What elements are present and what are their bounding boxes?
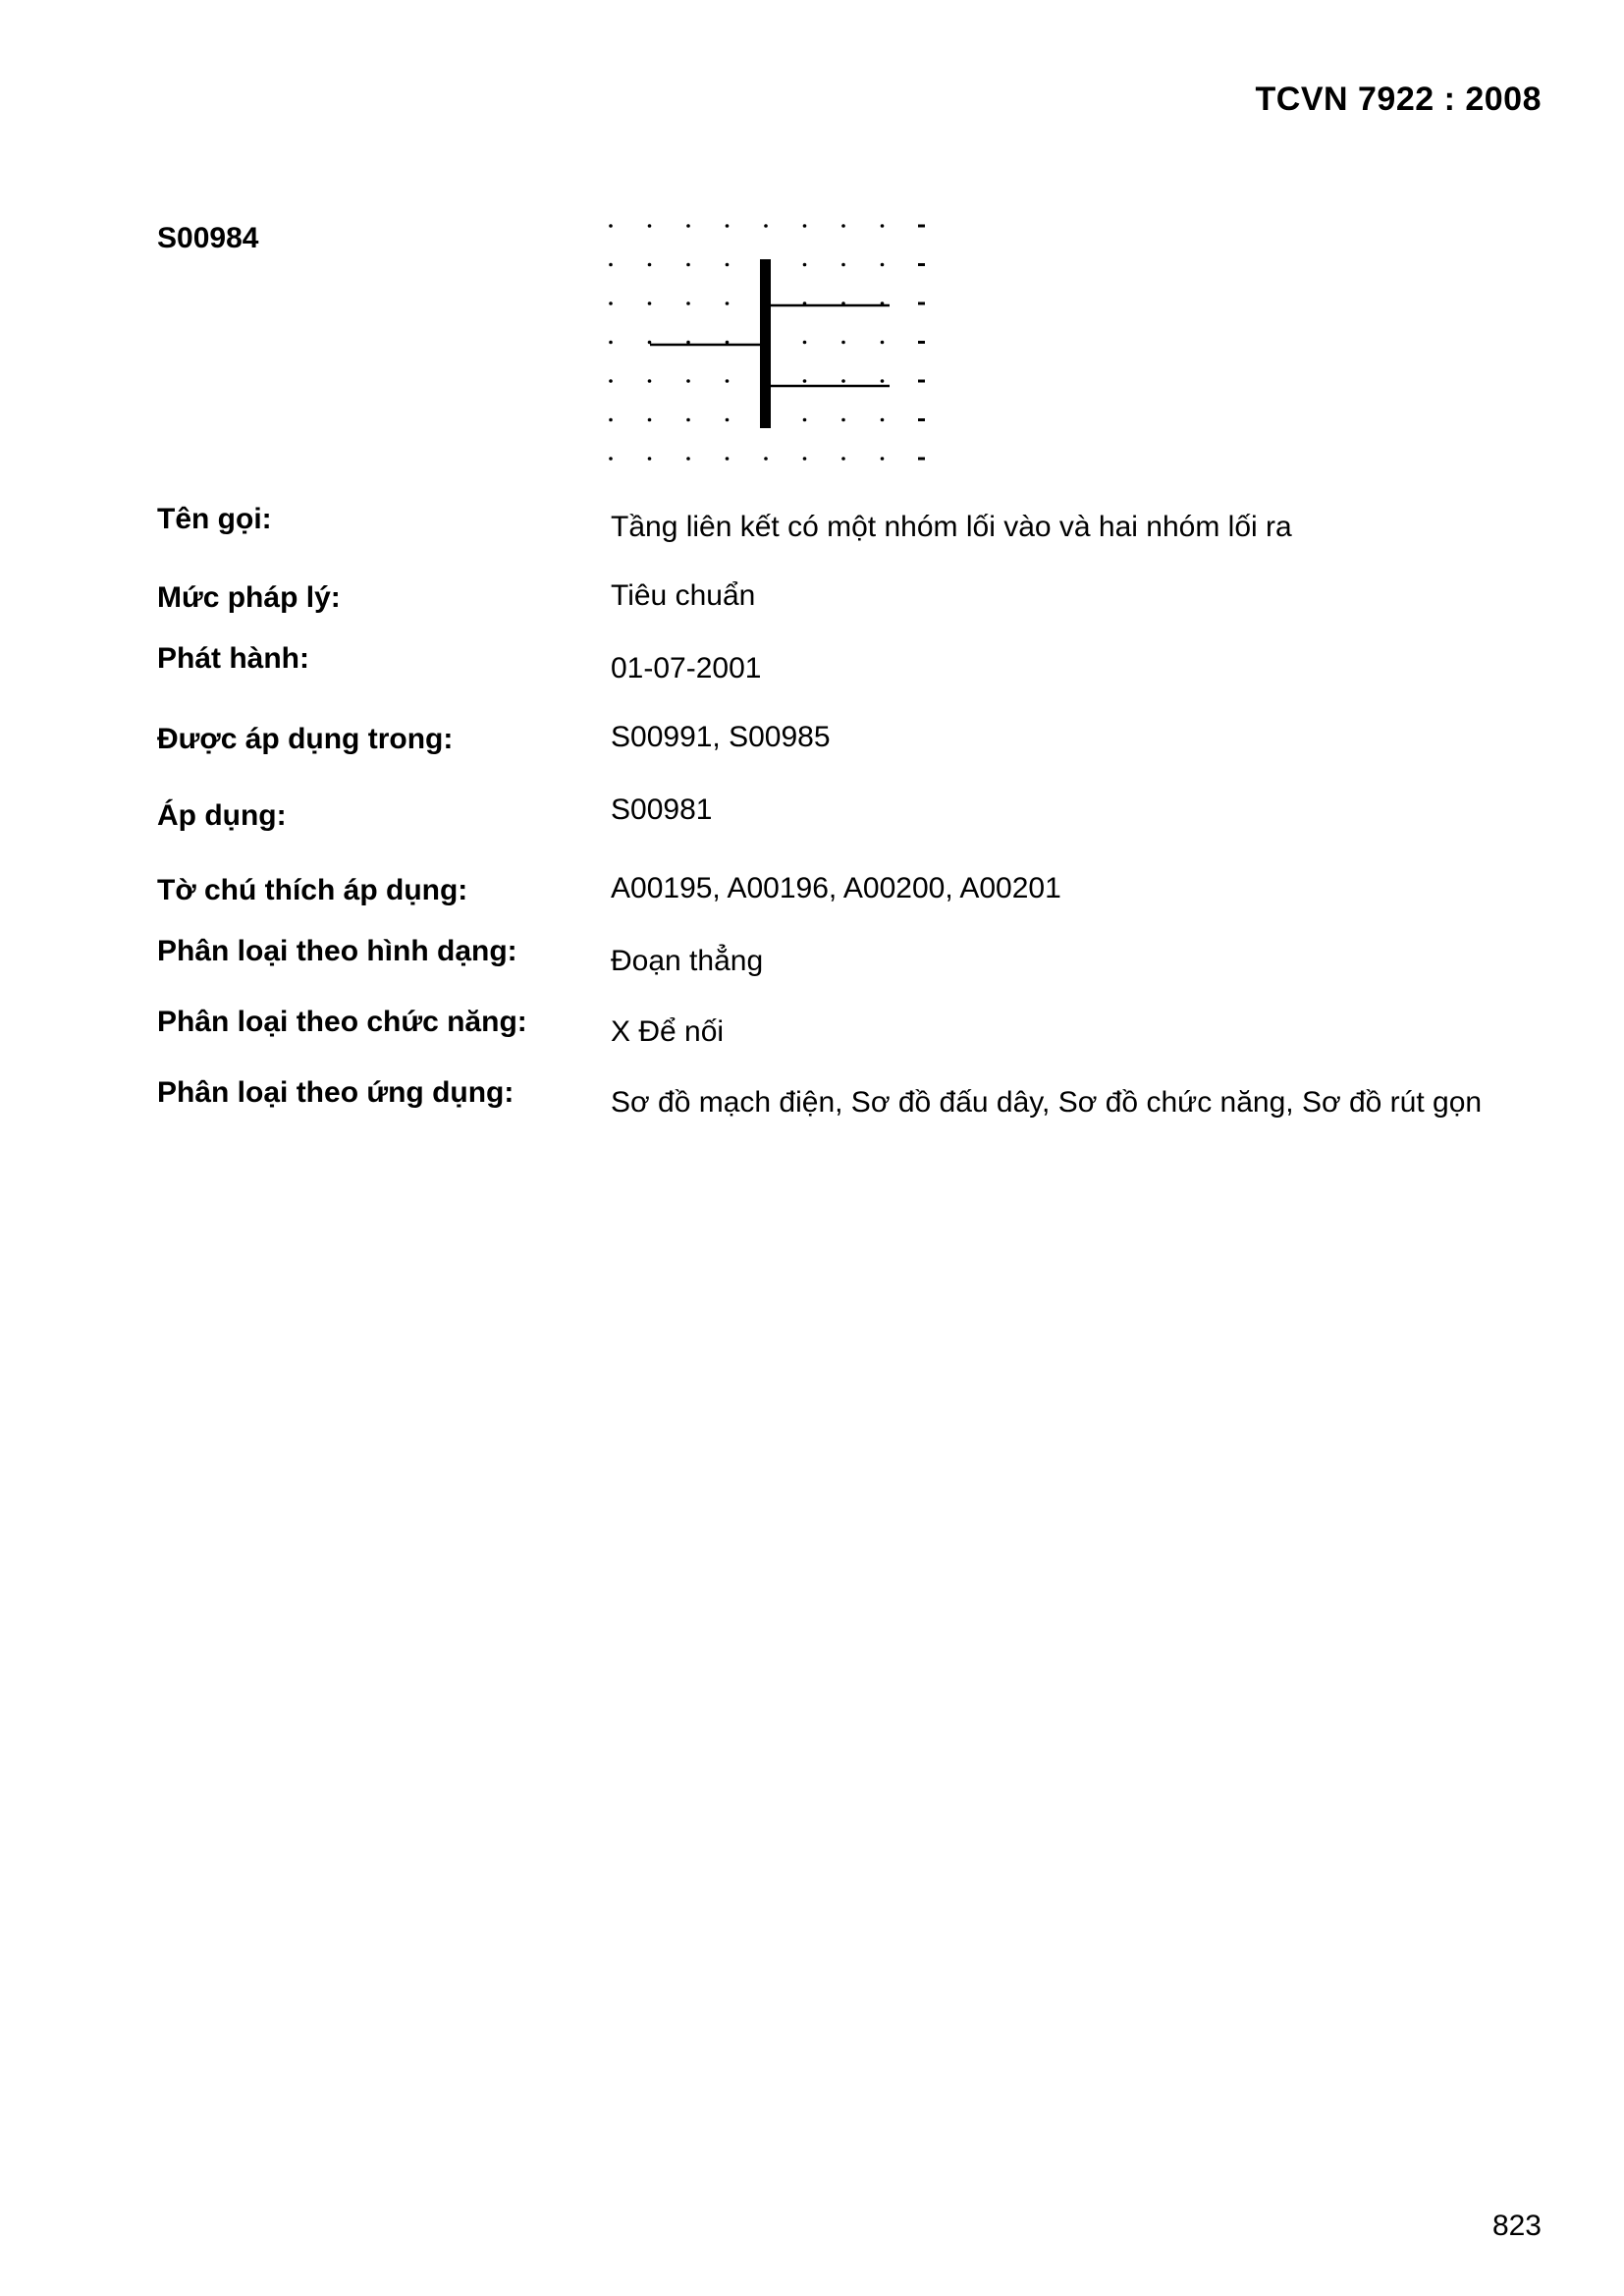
standard-header: TCVN 7922 : 2008 [1255,81,1542,118]
grid-dot [881,224,885,228]
grid-dot [726,457,730,461]
grid-dot [841,224,845,228]
grid-dash [918,341,925,344]
grid-dash [918,225,925,228]
field-label: Phân loại theo chức năng: [157,1006,527,1038]
field-label: Áp dụng: [157,799,287,832]
grid-dot [726,224,730,228]
grid-dot [686,457,690,461]
grid-dot [764,457,768,461]
grid-dot [609,341,613,345]
grid-dot [686,301,690,305]
grid-dash [918,380,925,383]
field-value: Sơ đồ mạch điện, Sơ đồ đấu dây, Sơ đồ chức năng, Sơ đồ rút gọn [611,1086,1483,1119]
grid-dot [609,418,613,422]
grid-dot [726,418,730,422]
grid-dot [609,379,613,383]
grid-dot [881,457,885,461]
grid-dot [686,379,690,383]
grid-dot [841,457,845,461]
grid-dash [918,458,925,461]
grid-dot [609,224,613,228]
grid-dot [803,263,807,267]
field-value: Đoạn thẳng [611,945,764,977]
grid-dot [803,379,807,383]
grid-dot [881,263,885,267]
grid-dot [648,457,652,461]
field-value: Tầng liên kết có một nhóm lối vào và hai nhóm lối ra [611,511,1292,543]
page-number: 823 [1491,2210,1542,2242]
grid-dot [648,301,652,305]
symbol-figure-icon [599,214,952,469]
grid-dot [803,224,807,228]
grid-dot [841,379,845,383]
grid-dot [881,379,885,383]
field-value: S00981 [611,793,713,826]
grid-dot [841,418,845,422]
grid-dot [726,301,730,305]
field-value: S00991, S00985 [611,721,831,753]
grid-dot [841,263,845,267]
grid-dot [803,457,807,461]
grid-dash [918,418,925,421]
field-label: Phân loại theo ứng dụng: [157,1076,514,1109]
field-label: Phát hành: [157,642,309,675]
grid-dot [803,418,807,422]
field-label: Mức pháp lý: [157,581,341,614]
grid-dash [918,263,925,266]
grid-dot [609,301,613,305]
field-value: A00195, A00196, A00200, A00201 [611,872,1061,904]
grid-dot [764,224,768,228]
grid-dot [881,341,885,345]
grid-dot [648,263,652,267]
grid-dot [803,341,807,345]
field-label: Tờ chú thích áp dụng: [157,874,468,906]
grid-dash [918,302,925,305]
symbol-code: S00984 [157,222,259,254]
grid-dot [648,379,652,383]
field-value: X Để nối [611,1015,725,1048]
field-label: Phân loại theo hình dạng: [157,935,517,967]
field-value: Tiêu chuẩn [611,579,756,612]
grid-dot [841,341,845,345]
grid-dot [648,418,652,422]
grid-dot [881,418,885,422]
field-label: Được áp dụng trong: [157,723,454,755]
grid-dot [609,457,613,461]
field-value: 01-07-2001 [611,652,762,684]
grid-dot [726,263,730,267]
grid-dot [609,263,613,267]
grid-dot [686,418,690,422]
field-label: Tên gọi: [157,503,272,535]
grid-dot [726,379,730,383]
grid-dot [648,224,652,228]
grid-dot [686,224,690,228]
grid-dot [686,263,690,267]
